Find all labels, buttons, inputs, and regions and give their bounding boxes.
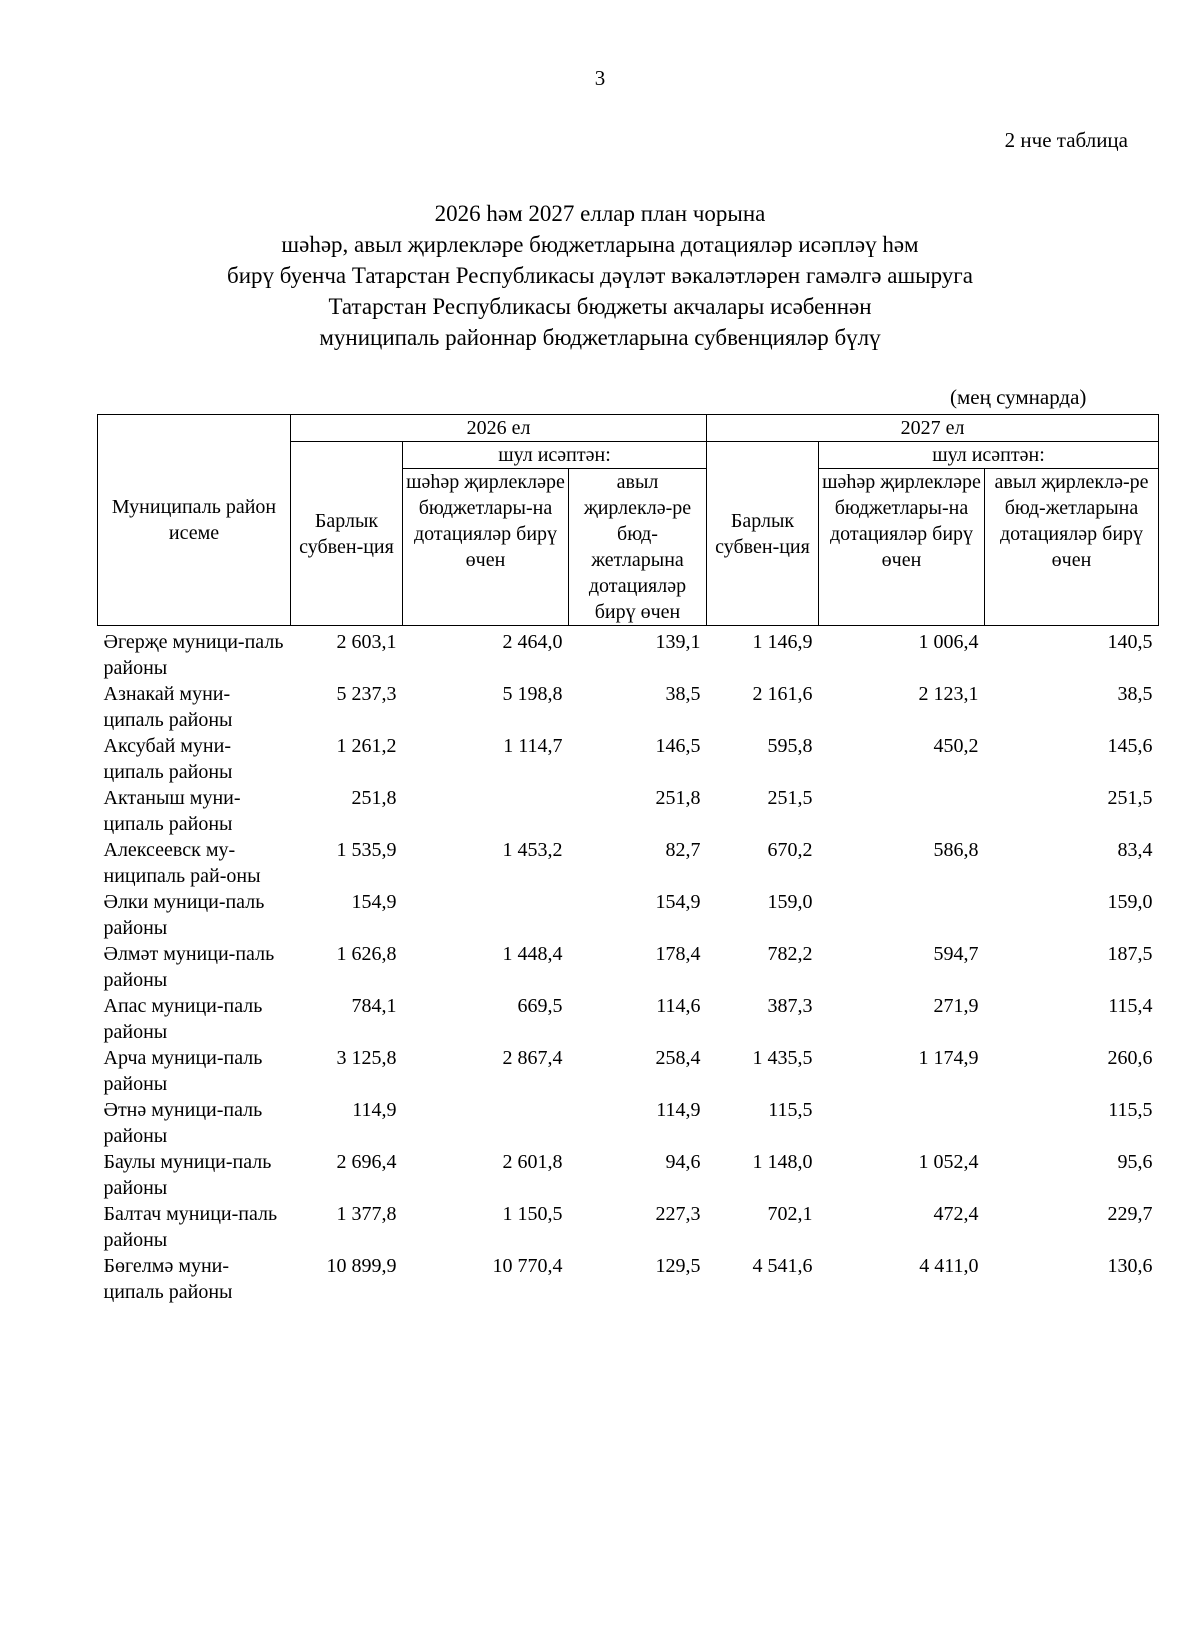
cell-total-2027: 702,1 [767,1203,813,1225]
cell-total-2027: 595,8 [767,735,813,757]
units-label: (мең сумнарда) [950,385,1087,409]
header-year-2026: 2026 ел [291,415,707,442]
title-line: 2026 һәм 2027 еллар план чорына [434,201,766,226]
header-including-2026: шул исәптән: [403,442,707,469]
cell-rural-2026: 114,6 [656,995,701,1017]
table-row [98,785,1159,837]
cell-rural-2027: 159,0 [1107,891,1153,913]
cell-total-2027: 1 148,0 [752,1151,813,1173]
cell-total-2026: 2 696,4 [336,1151,397,1173]
cell-city-2026: 669,5 [517,995,563,1017]
cell-total-2026: 1 261,2 [336,735,397,757]
cell-total-2027: 251,5 [767,787,813,809]
header-total-2027: Барлык субвен-ция [707,442,819,626]
cell-rural-2026: 38,5 [665,683,701,705]
district-name: Аксубай муни-ципаль районы [103,735,233,783]
cell-total-2027: 159,0 [767,891,813,913]
cell-city-2026: 10 770,4 [492,1255,563,1277]
cell-rural-2027: 251,5 [1107,787,1153,809]
title-line: Татарстан Республикасы бюджеты акчалары исәбеннән [328,294,872,319]
cell-rural-2026: 146,5 [655,735,701,757]
table-row [98,889,1159,941]
header-city-2027: шәһәр җирлекләре бюджетлары-на дотацияләр бирү өчен [819,469,985,626]
header-including-2027: шул исәптән: [819,442,1159,469]
cell-rural-2027: 145,6 [1107,735,1153,757]
table-row [98,941,1159,993]
cell-total-2026: 784,1 [351,995,397,1017]
document-title [0,198,1200,353]
cell-city-2027: 271,9 [933,995,979,1017]
cell-city-2026: 2 601,8 [502,1151,563,1173]
cell-rural-2026: 94,6 [665,1151,701,1173]
cell-city-2027: 4 411,0 [919,1255,979,1277]
cell-total-2026: 1 626,8 [336,943,397,965]
district-name: Әлмәт муници-паль районы [103,943,275,991]
district-name: Алексеевск му-ниципаль рай-оны [103,839,261,887]
cell-rural-2027: 187,5 [1107,943,1153,965]
header-rural-2027: авыл җирлеклә-ре бюд-жетларына дотацияләр бирү өчен [985,469,1159,626]
cell-rural-2027: 140,5 [1107,631,1153,653]
cell-city-2027: 1 006,4 [918,631,979,653]
cell-rural-2027: 260,6 [1107,1047,1153,1069]
cell-city-2026: 1 448,4 [502,943,563,965]
cell-total-2027: 1 146,9 [752,631,813,653]
table-row [98,1201,1159,1253]
cell-rural-2027: 130,6 [1107,1255,1153,1277]
cell-rural-2026: 178,4 [655,943,701,965]
table-row [98,733,1159,785]
district-name: Әгерҗе муници-паль районы [103,631,284,679]
title-line: бирү буенча Татарстан Республикасы дәүләт вәкаләтләрен гамәлгә ашыруга [227,263,973,288]
cell-rural-2026: 227,3 [655,1203,701,1225]
cell-total-2026: 1 377,8 [336,1203,397,1225]
cell-city-2027 [819,785,985,837]
district-name: Балтач муници-паль районы [103,1203,278,1251]
table-row [98,1253,1159,1305]
table-row [98,1045,1159,1097]
cell-city-2027: 1 052,4 [918,1151,979,1173]
cell-rural-2027: 115,4 [1108,995,1153,1017]
cell-city-2026 [403,785,569,837]
header-total-2026: Барлык субвен-ция [291,442,403,626]
cell-city-2027: 594,7 [933,943,979,965]
cell-total-2027: 782,2 [767,943,813,965]
cell-rural-2027: 38,5 [1117,683,1153,705]
cell-total-2027: 387,3 [767,995,813,1017]
cell-city-2027 [819,1097,985,1149]
header-district-name: Муниципаль район исеме [98,415,291,626]
table-row [98,993,1159,1045]
district-name: Арча муници-паль районы [103,1047,263,1095]
cell-rural-2026: 114,9 [656,1099,701,1121]
cell-total-2027: 115,5 [768,1099,813,1121]
cell-city-2026: 5 198,8 [502,683,563,705]
cell-total-2026: 114,9 [352,1099,397,1121]
table-row [98,626,1159,682]
cell-city-2027: 1 174,9 [918,1047,979,1069]
district-name: Азнакай муни-ципаль районы [103,683,233,731]
cell-rural-2026: 82,7 [665,839,701,861]
header-year-2027: 2027 ел [707,415,1159,442]
cell-total-2027: 4 541,6 [752,1255,813,1277]
cell-rural-2027: 83,4 [1117,839,1153,861]
cell-rural-2026: 258,4 [655,1047,701,1069]
cell-total-2026: 251,8 [351,787,397,809]
cell-city-2027 [819,889,985,941]
table-row [98,837,1159,889]
cell-city-2027: 472,4 [933,1203,979,1225]
cell-total-2026: 154,9 [351,891,397,913]
cell-rural-2027: 229,7 [1107,1203,1153,1225]
cell-total-2027: 2 161,6 [752,683,813,705]
district-name: Әлки муници-паль районы [103,891,265,939]
district-name: Баулы муници-паль районы [103,1151,272,1199]
cell-rural-2026: 129,5 [655,1255,701,1277]
table-row [98,1149,1159,1201]
page-number: 3 [594,66,606,90]
cell-rural-2026: 154,9 [655,891,701,913]
cell-city-2026 [403,1097,569,1149]
table-row [98,1097,1159,1149]
cell-total-2026: 10 899,9 [326,1255,397,1277]
subvention-table [97,414,1159,1305]
header-rural-2026: авыл җирлеклә-ре бюд-жетларына дотацияләр бирү өчен [569,469,707,626]
cell-total-2027: 670,2 [767,839,813,861]
cell-total-2026: 2 603,1 [336,631,397,653]
cell-total-2027: 1 435,5 [752,1047,813,1069]
cell-total-2026: 5 237,3 [336,683,397,705]
cell-rural-2027: 95,6 [1117,1151,1153,1173]
title-line: муниципаль районнар бюджетларына субвенцияләр бүлү [319,325,881,350]
cell-city-2026: 2 867,4 [502,1047,563,1069]
table-label: 2 нче таблица [1004,128,1128,152]
cell-city-2027: 586,8 [933,839,979,861]
table-row [98,681,1159,733]
district-name: Апас муници-паль районы [103,995,263,1043]
cell-city-2026 [403,889,569,941]
district-name: Актаныш муни-ципаль районы [103,787,241,835]
cell-city-2026: 1 114,7 [503,735,563,757]
title-line: шәһәр, авыл җирлекләре бюджетларына дотацияләр исәпләү һәм [281,232,919,257]
cell-city-2027: 450,2 [933,735,979,757]
cell-rural-2027: 115,5 [1108,1099,1153,1121]
cell-city-2026: 1 453,2 [502,839,563,861]
cell-city-2026: 1 150,5 [502,1203,563,1225]
header-city-2026: шәһәр җирлекләре бюджетлары-на дотацияләр бирү өчен [403,469,569,626]
cell-total-2026: 3 125,8 [336,1047,397,1069]
cell-rural-2026: 139,1 [655,631,701,653]
district-name: Әтнә муници-паль районы [103,1099,263,1147]
cell-city-2027: 2 123,1 [918,683,979,705]
district-name: Бөгелмә муни-ципаль районы [103,1255,233,1303]
cell-rural-2026: 251,8 [655,787,701,809]
cell-total-2026: 1 535,9 [336,839,397,861]
cell-city-2026: 2 464,0 [502,631,563,653]
